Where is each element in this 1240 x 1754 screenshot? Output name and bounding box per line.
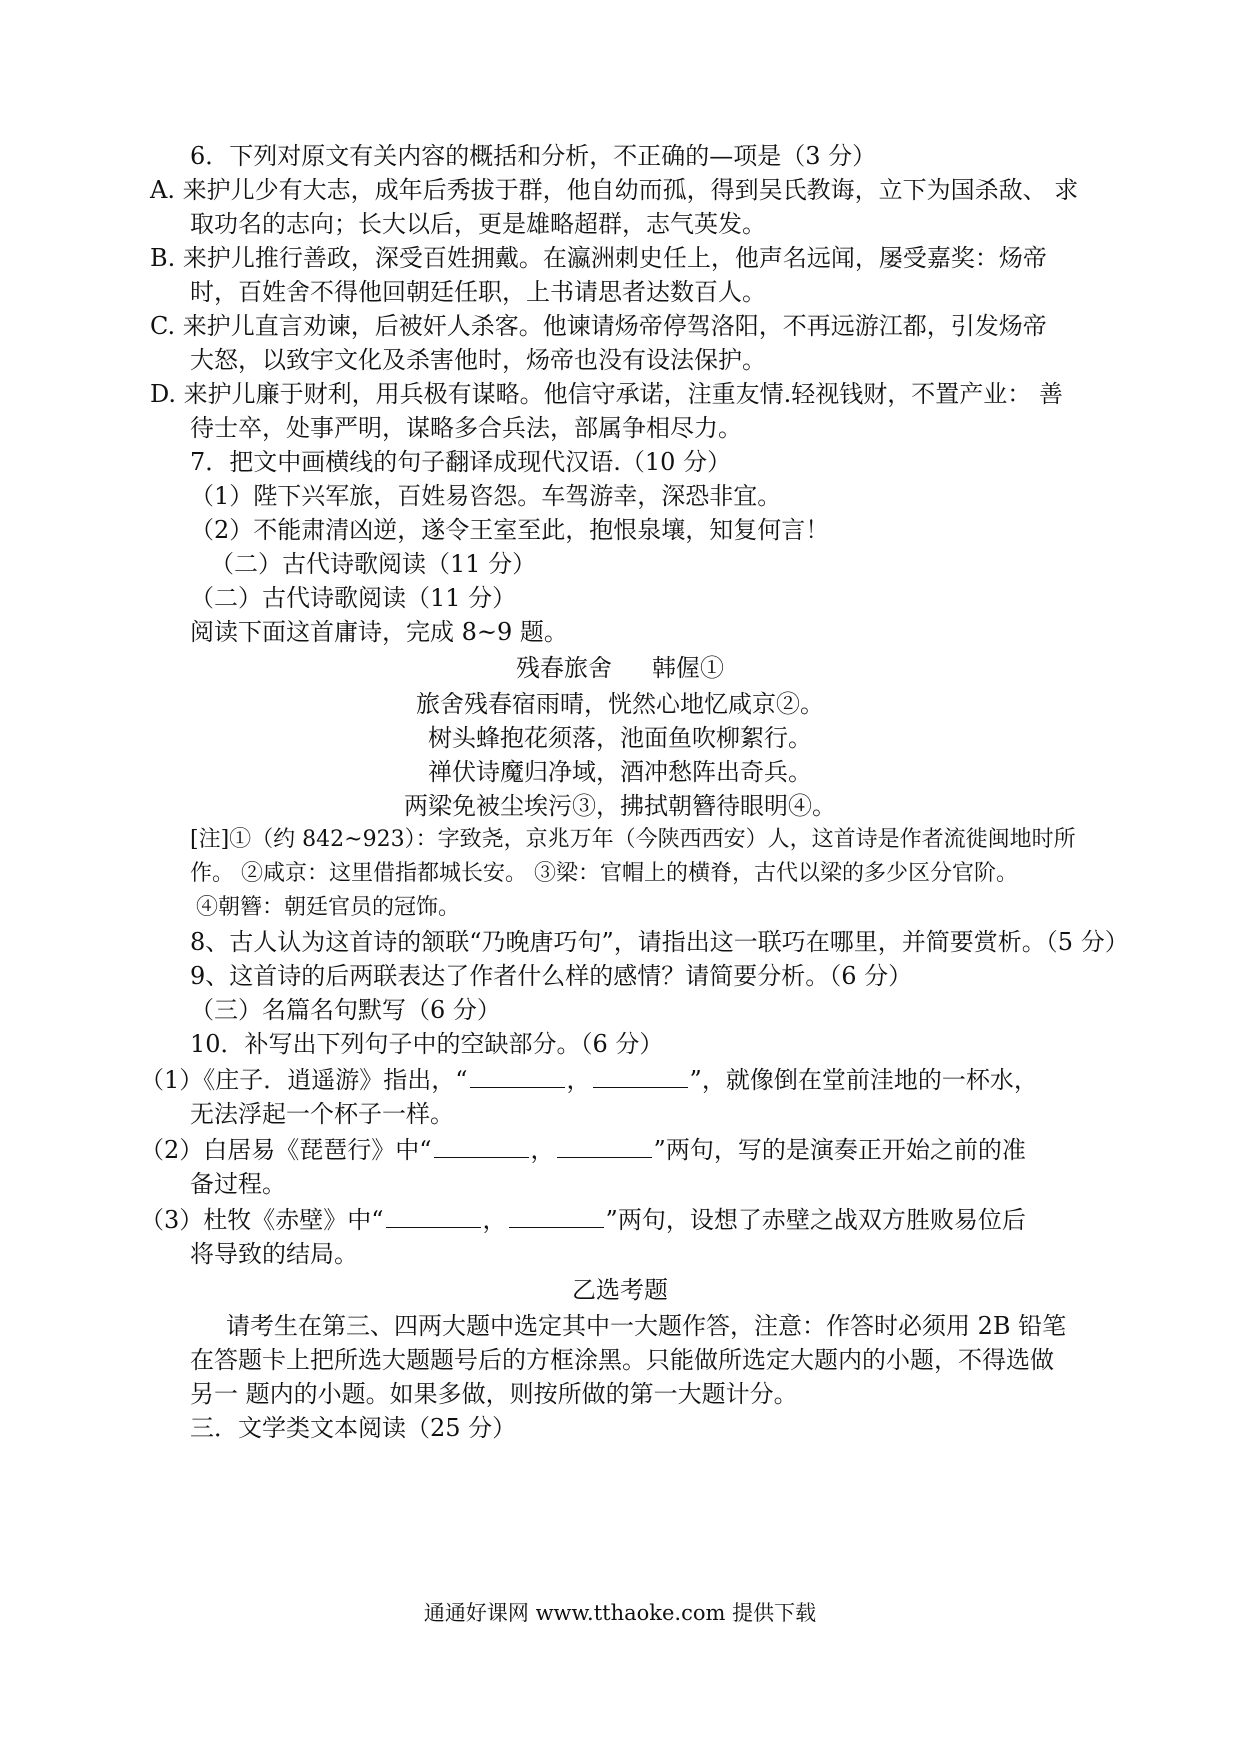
section3-literature-heading: 三．文学类文本阅读（25 分）	[190, 1414, 517, 1442]
q10-stem: 10．补写出下列句子中的空缺部分。（6 分）	[190, 1030, 664, 1058]
fill-blank	[434, 1135, 529, 1158]
section2-heading: （二）古代诗歌阅读（11 分）	[210, 550, 537, 578]
q10-item-3-separator: ，	[482, 1206, 507, 1234]
page-footer: 通通好课网 www.tthaoke.com 提供下载	[423, 1601, 817, 1625]
q10-item-1-cont: 无法浮起一个杯子一样。	[190, 1100, 454, 1128]
poem-title: 残春旅舍	[516, 654, 612, 682]
fill-blank	[593, 1065, 688, 1088]
q6-option-d: D. 来护儿廉于财利，用兵极有谋略。他信守承诺，注重友情.轻视钱财，不置产业： 善	[150, 380, 1063, 408]
q10-item-3	[140, 1204, 1026, 1236]
q10-item-2	[140, 1134, 1026, 1166]
q6-option-d-cont: 待士卒，处事严明，谋略多合兵法，部属争相尽力。	[190, 414, 742, 442]
q6-option-c-cont: 大怒，以致宇文化及杀害他时，炀帝也没有设法保护。	[190, 346, 766, 374]
q6-option-b-cont: 时，百姓舍不得他回朝廷任职，上书请思者达数百人。	[190, 278, 766, 306]
optional-instruction-3: 另一 题内的小题。如果多做，则按所做的第一大题计分。	[190, 1380, 798, 1408]
q7-stem: 7．把文中画横线的句子翻译成现代汉语.（10 分）	[190, 448, 732, 476]
q7-sentence-1: （1）陛下兴军旅，百姓易咨怨。车驾游幸，深恐非宜。	[190, 482, 782, 510]
section3-heading: （三）名篇名句默写（6 分）	[190, 996, 501, 1024]
q7-sentence-2: （2）不能肃清凶逆，遂令王室至此，抱恨泉壤，知复何言！	[190, 516, 830, 544]
q6-option-a-cont: 取功名的志向；长大以后，更是雄略超群，志气英发。	[190, 210, 766, 238]
q10-item-2-text-end: ”两句，写的是演奏正开始之前的准	[653, 1136, 1026, 1164]
poem-line: 禅伏诗魔归净域，酒冲愁阵出奇兵。	[428, 758, 812, 786]
optional-instruction-1: 请考生在第三、四两大题中选定其中一大题作答，注意：作答时必须用 2B 铅笔	[226, 1312, 1067, 1340]
q10-item-1-separator: ，	[566, 1066, 591, 1094]
q8-stem: 8、古人认为这首诗的颔联“乃晚唐巧句”，请指出这一联巧在哪里，并简要赏析。（5 分）	[190, 928, 1129, 956]
q10-item-2-text: （2）白居易《琵琶行》中“	[140, 1136, 432, 1164]
q6-option-c: C. 来护儿直言劝谏，后被奸人杀客。他谏请炀帝停驾洛阳，不再远游江都，引发炀帝	[150, 312, 1047, 340]
q10-item-1-text-end: ”，就像倒在堂前洼地的一杯水，	[689, 1066, 1038, 1094]
poem-note-2: 作。 ②咸京：这里借指都城长安。 ③梁：官帽上的横脊，古代以梁的多少区分官阶。	[190, 861, 1018, 886]
q6-option-a: A. 来护儿少有大志，成年后秀拔于群，他自幼而孤，得到吴氏教诲，立下为国杀敌、 求	[150, 176, 1079, 204]
poem-line: 旅舍残春宿雨晴，恍然心地忆咸京②。	[416, 690, 824, 718]
q10-item-1-text: （1）《庄子．逍遥游》指出，“	[140, 1066, 468, 1094]
poem-intro: 阅读下面这首庸诗，完成 8~9 题。	[190, 618, 568, 646]
section2-heading-repeat: （二）古代诗歌阅读（11 分）	[190, 584, 517, 612]
fill-blank	[557, 1135, 652, 1158]
q9-stem: 9、这首诗的后两联表达了作者什么样的感情？请简要分析。（6 分）	[190, 962, 913, 990]
fill-blank	[470, 1065, 565, 1088]
poem-line: 树头蜂抱花须落，池面鱼吹柳絮行。	[428, 724, 812, 752]
fill-blank	[509, 1205, 604, 1228]
q6-stem: 6．下列对原文有关内容的概括和分析，不正确的—项是（3 分）	[190, 142, 877, 170]
q10-item-3-text: （3）杜牧《赤壁》中“	[140, 1206, 384, 1234]
poem-note-3: ④朝簪：朝廷官员的冠饰。	[196, 895, 461, 920]
poem-author: 韩偓①	[652, 654, 724, 682]
poem-note-1: [注]①（约 842~923）：字致尧，京兆万年（今陕西西安）人，这首诗是作者流徙闽地时所	[190, 827, 1076, 852]
optional-instruction-2: 在答题卡上把所选大题题号后的方框涂黑。只能做所选定大题内的小题，不得选做	[190, 1346, 1054, 1374]
q6-option-b: B. 来护儿推行善政，深受百姓拥戴。在瀛洲刺史任上，他声名远闻，屡受嘉奖：炀帝	[150, 244, 1047, 272]
q10-item-3-cont: 将导致的结局。	[190, 1240, 358, 1268]
q10-item-2-cont: 备过程。	[190, 1170, 286, 1198]
q10-item-2-separator: ，	[530, 1136, 555, 1164]
optional-section-title: 乙选考题	[572, 1276, 668, 1304]
fill-blank	[386, 1205, 481, 1228]
q10-item-1	[140, 1064, 1038, 1096]
poem-line: 两梁免被尘埃污③，拂拭朝簪待眼明④。	[404, 792, 836, 820]
q10-item-3-text-end: ”两句，设想了赤壁之战双方胜败易位后	[605, 1206, 1026, 1234]
poem-header	[0, 652, 1240, 684]
